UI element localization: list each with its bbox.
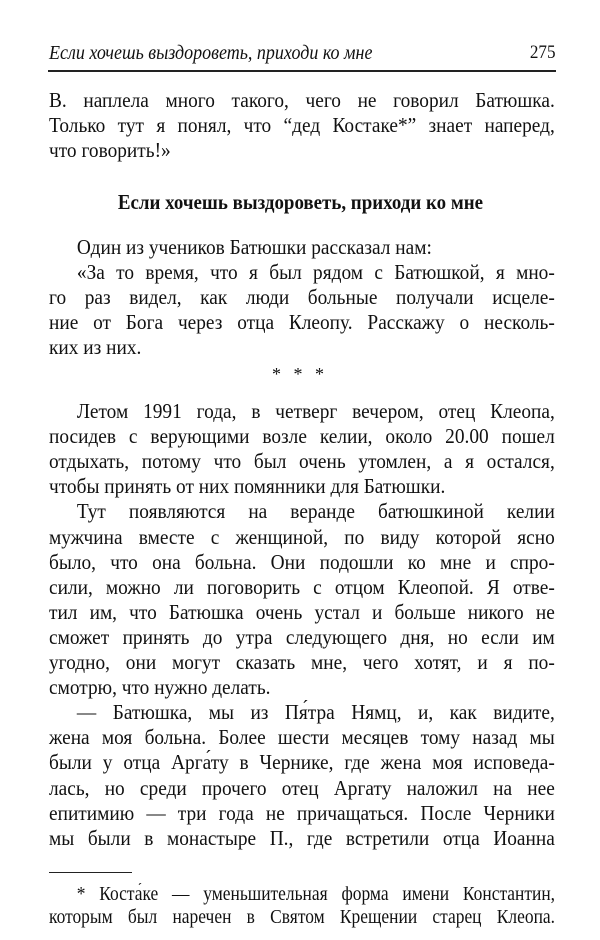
text-line: ние от Бога через отца Клеопу. Расскажу о несколь- bbox=[49, 310, 555, 334]
footnote-rule bbox=[49, 872, 132, 873]
text-line: мы были в монастыре П., где встретили отца Иоанна bbox=[49, 825, 555, 850]
text-line: Тут появляются на веранде батюшкиной келии bbox=[76, 499, 555, 524]
page-number: 275 bbox=[529, 42, 555, 63]
footnote-line: которым был наречен в Святом Крещении старец Клеопа. bbox=[49, 907, 556, 928]
text-line: жена моя больна. Более шести месяцев тому назад мы bbox=[49, 725, 555, 750]
text-line: чтобы принять от них помянники для Батюшки. bbox=[49, 474, 446, 499]
text-line: В. наплела много такого, чего не говорил Батюшка. bbox=[49, 88, 555, 112]
text-line: тил им, что Батюшка очень устал и больше никого не bbox=[49, 599, 555, 624]
text-line: Только тут я понял, что “дед Костаке*” знает наперед, bbox=[49, 113, 555, 137]
text-line: сили, можно ли поговорить с отцом Клеопой. Я отве- bbox=[49, 574, 555, 599]
text-line: отдыхать, потому что был очень утомлен, а я остался, bbox=[49, 449, 555, 474]
text-line: сможет принять до утра следующего дня, но если им bbox=[49, 624, 555, 649]
text-line: — Батюшка, мы из Пя́тра Нямц, и, как видите, bbox=[76, 700, 555, 725]
text-line: Один из учеников Батюшки рассказал нам: bbox=[76, 235, 432, 259]
footnote-line: * Коста́ке — уменьшительная форма имени Константин, bbox=[76, 884, 556, 905]
text-line: «За то время, что я был рядом с Батюшкой, я мно- bbox=[76, 260, 555, 284]
text-line: было, что она больна. Они подошли ко мне и спро- bbox=[49, 549, 555, 574]
section-separator: * * * bbox=[272, 364, 328, 384]
text-line: посидев с верующими возле келии, около 20.00 пошел bbox=[49, 424, 555, 449]
text-line: го раз видел, как люди больные получали исцеле- bbox=[49, 285, 555, 309]
running-header-title: Если хочешь выздороветь, приходи ко мне bbox=[49, 42, 373, 64]
running-header bbox=[49, 40, 555, 66]
text-line: Летом 1991 года, в четверг вечером, отец Клеопа, bbox=[76, 399, 555, 423]
text-line: ких из них. bbox=[49, 335, 142, 359]
text-line: были у отца Арга́ту в Чернике, где жена моя исповеда- bbox=[49, 750, 555, 775]
text-line: лась, но среди прочего отец Аргату наложил на нее bbox=[49, 775, 555, 800]
text-line: мужчина вместе с женщиной, по виду которой ясно bbox=[49, 524, 555, 549]
section-heading bbox=[0, 190, 600, 215]
section-heading-text: Если хочешь выздороветь, приходи ко мне bbox=[117, 190, 483, 214]
header-rule bbox=[48, 70, 556, 72]
text-line: смотрю, что нужно делать. bbox=[49, 675, 271, 700]
text-line: епитимию — три года не причащаться. После Черники bbox=[49, 800, 555, 825]
text-line: угодно, они могут сказать мне, чего хотят, и я по- bbox=[49, 650, 555, 674]
text-line: что говорить!» bbox=[49, 138, 171, 162]
